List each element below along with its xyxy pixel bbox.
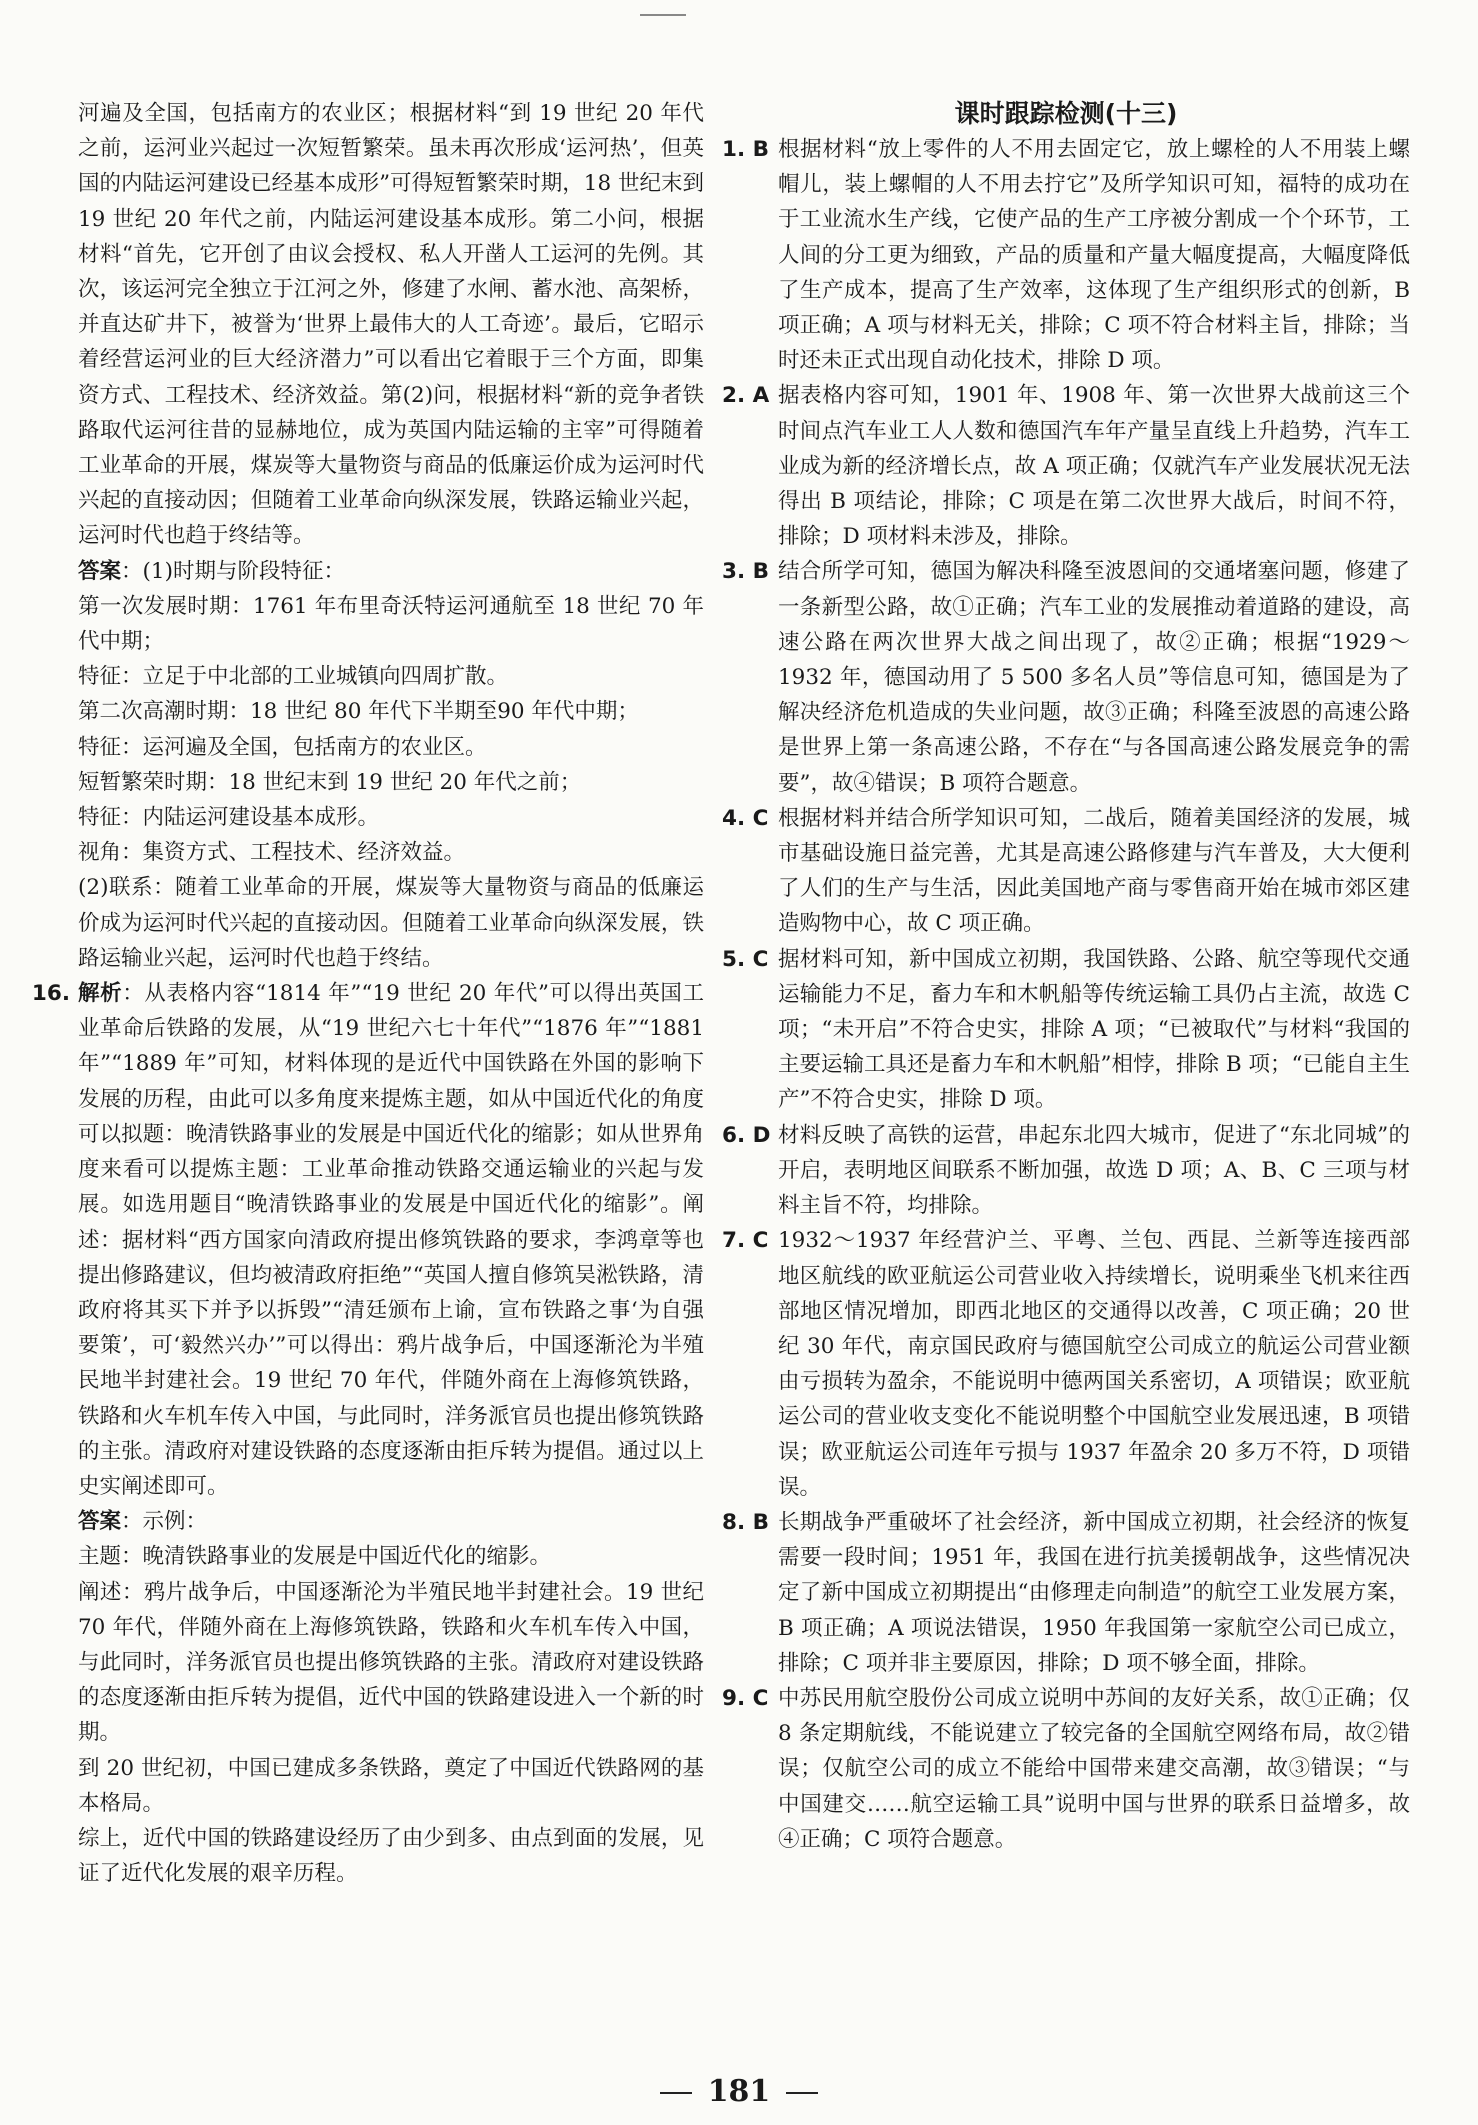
left-column — [31, 96, 704, 1891]
question-7 — [722, 1223, 1410, 1505]
question-text: 据表格内容可知，1901 年、1908 年、第一次世界大战前这三个时间点汽车业工人人数和德国汽车年产量呈直线上升趋势，汽车工业成为新的经济增长点，故 A 项正确；仅就汽车产业发展状况无法得出 B 项结论，排除；C 项是在第二次世界大战后，时间不符，排除；D 项材料未涉及，排除。 — [778, 383, 1410, 550]
answer-line: 第二次高潮时期：18 世纪 80 年代下半期至90 年代中期； — [78, 699, 639, 725]
question-number: 9. C — [722, 1685, 769, 1711]
question-text: 据材料可知，新中国成立初期，我国铁路、公路、航空等现代交通运输能力不足，畜力车和木帆船等传统运输工具仍占主流，故选 C 项；“未开启”不符合史实，排除 A 项；“已被取代”与材料“我国的主要运输工具还是畜力车和木帆船”相悖，排除 B 项；“已能自主生产”不符合史实，排除 D 项。 — [778, 946, 1410, 1113]
answer-line: 视角：集资方式、工程技术、经济效益。 — [78, 840, 466, 866]
footer-dash-right — [786, 2092, 818, 2094]
question-text: 根据材料并结合所学知识可知，二战后，随着美国经济的发展，城市基础设施日益完善，尤其是高速公路修建与汽车普及，大大便利了人们的生产与生活，因此美国地产商与零售商开始在城市郊区建造购物中心，故 C 项正确。 — [778, 805, 1410, 937]
answer-block-15 — [78, 554, 704, 589]
question-16-analysis — [78, 976, 704, 1504]
question-8 — [722, 1505, 1410, 1681]
question-1 — [722, 132, 1410, 378]
question-text: 结合所学可知，德国为解决科隆至波恩间的交通堵塞问题，修建了一条新型公路，故①正确；汽车工业的发展推动着道路的建设，高速公路在两次世界大战之间出现了，故②正确；根据“1929～1932 年，德国动用了 5 500 多名人员”等信息可知，德国是为了解决经济危机造成的失业问题，故③正确；科隆至波恩的高速公路是世界上第一条高速公路，不存在“与各国高速公路发展竞争的需要”，故④错误；B 项符合题意。 — [778, 559, 1410, 796]
answer-line: 第一次发展时期：1761 年布里奇沃特运河通航至 18 世纪 70 年代中期； — [78, 593, 704, 655]
right-column — [722, 96, 1410, 1857]
question-2 — [722, 378, 1410, 554]
answer-block-16 — [78, 1504, 704, 1539]
continued-analysis-paragraph: 河遍及全国，包括南方的农业区；根据材料“到 19 世纪 20 年代之前，运河业兴起过一次短暂繁荣。虽未再次形成‘运河热’，但英国的内陆运河建设已经基本成形”可得短暂繁荣时期，18 世纪末到 19 世纪 20 年代之前，内陆运河建设基本成形。第二小问，根据材料“首先，它开创了由议会授权、私人开凿人工运河的先例。其次，该运河完全独立于江河之外，修建了水闸、蓄水池、高架桥，并直达矿井下，被誉为‘世界上最伟大的人工奇迹’。最后，它昭示着经营运河业的巨大经济潜力”可以看出它着眼于三个方面，即集资方式、工程技术、经济效益。第(2)问，根据材料“新的竞争者铁路取代运河往昔的显赫地位，成为英国内陆运输的主宰”可得随着工业革命的开展，煤炭等大量物资与商品的低廉运价成为运河时代兴起的直接动因；但随着工业革命向纵深发展，铁路运输业兴起，运河时代也趋于终结等。 — [78, 101, 704, 549]
question-16 — [31, 976, 704, 1504]
answer-line-0: ：(1)时期与阶段特征： — [121, 558, 345, 584]
question-number: 4. C — [722, 805, 769, 831]
question-5 — [722, 942, 1410, 1118]
answer-label: 答案 — [78, 1509, 122, 1535]
page-number: 181 — [707, 2074, 771, 2109]
question-text: 长期战争严重破坏了社会经济，新中国成立初期，社会经济的恢复需要一段时间；1951 年，我国在进行抗美援朝战争，这些情况决定了新中国成立初期提出“由修理走向制造”的航空工业发展方案，B 项正确；A 项说法错误，1950 年我国第一家航空公司已成立，排除；C 项并非主要原因，排除；D 项不够全面，排除。 — [778, 1509, 1410, 1676]
analysis-label: 解析 — [78, 981, 123, 1007]
answer-line: 短暂繁荣时期：18 世纪末到 19 世纪 20 年代之前； — [78, 769, 582, 795]
answer-line: 特征：运河遍及全国，包括南方的农业区。 — [78, 734, 487, 760]
question-4 — [722, 801, 1410, 942]
answer-line: (2)联系：随着工业革命的开展，煤炭等大量物资与商品的低廉运价成为运河时代兴起的直接动因。但随着工业革命向纵深发展，铁路运输业兴起，运河时代也趋于终结。 — [78, 875, 704, 971]
question-number: 8. B — [722, 1509, 769, 1535]
footer-dash-left — [660, 2092, 692, 2094]
question-number: 3. B — [722, 559, 769, 585]
question-number: 16. — [31, 981, 70, 1007]
section-heading: 课时跟踪检测(十三) — [954, 99, 1178, 128]
question-text: 1932～1937 年经营沪兰、平粤、兰包、西昆、兰新等连接西部地区航线的欧亚航运公司营业收入持续增长，说明乘坐飞机来往西部地区情况增加，即西北地区的交通得以改善，C 项正确；20 世纪 30 年代，南京国民政府与德国航空公司成立的航运公司营业额由亏损转为盈余，不能说明中德两国关系密切，A 项错误；欧亚航运公司的营业收支变化不能说明整个中国航空业发展迅速，B 项错误；欧亚航运公司连年亏损与 1937 年盈余 20 多万不符，D 项错误。 — [778, 1228, 1410, 1500]
answer-line-0: ：示例： — [121, 1509, 208, 1535]
page-footer — [0, 2074, 1478, 2109]
question-number: 1. B — [722, 137, 769, 162]
answer-line: 特征：内陆运河建设基本成形。 — [78, 805, 380, 831]
analysis-text: ：从表格内容“1814 年”“19 世纪 20 年代”可以得出英国工业革命后铁路的发展，从“19 世纪六七十年代”“1876 年”“1881 年”“1889 年”可知，材料体现的是近代中国铁路在外国的影响下发展的历程，由此可以多角度来提炼主题，如从中国近代化的角度可以拟题：晚清铁路事业的发展是中国近代化的缩影；如从世界角度来看可以提炼主题：工业革命推动铁路交通运输业的兴起与发展。如选用题目“晚清铁路事业的发展是中国近代化的缩影”。阐述：据材料“西方国家向清政府提出修筑铁路的要求，李鸿章等也提出修路建议，但均被清政府拒绝”“英国人擅自修筑吴淞铁路，清政府将其买下并予以拆毁”“清廷颁布上谕，宣布铁路之事‘为自强要策’，可‘毅然兴办’”可以得出：鸦片战争后，中国逐渐沦为半殖民地半封建社会。19 世纪 70 年代，伴随外商在上海修筑铁路，铁路和火车机车传入中国，与此同时，洋务派官员也提出修筑铁路的主张。清政府对建设铁路的态度逐渐由拒斥转为提倡。通过以上史实阐述即可。 — [78, 981, 704, 1499]
question-3 — [722, 554, 1410, 800]
answer-label: 答案 — [78, 558, 122, 584]
question-number: 2. A — [722, 383, 770, 409]
question-9 — [722, 1681, 1410, 1857]
answer-line: 特征：立足于中北部的工业城镇向四周扩散。 — [78, 664, 509, 690]
question-number: 7. C — [722, 1228, 769, 1254]
answer-line: 综上，近代中国的铁路建设经历了由少到多、由点到面的发展，见证了近代化发展的艰辛历程。 — [78, 1825, 704, 1887]
question-6 — [722, 1118, 1410, 1224]
question-text: 根据材料“放上零件的人不用去固定它，放上螺栓的人不用装上螺帽儿，装上螺帽的人不用去拧它”及所学知识可知，福特的成功在于工业流水生产线，它使产品的生产工序被分割成一个个环节，工人间的分工更为细致，产品的质量和产量大幅度提高，大幅度降低了生产成本，提高了生产效率，这体现了生产组织形式的创新，B 项正确；A 项与材料无关，排除；C 项不符合材料主旨，排除；当时还未正式出现自动化技术，排除 D 项。 — [778, 137, 1410, 374]
question-number: 6. D — [722, 1122, 771, 1148]
answer-line: 主题：晚清铁路事业的发展是中国近代化的缩影。 — [78, 1544, 552, 1570]
answer-line: 阐述：鸦片战争后，中国逐渐沦为半殖民地半封建社会。19 世纪 70 年代，伴随外商在上海修筑铁路，铁路和火车机车传入中国，与此同时，洋务派官员也提出修筑铁路的主张。清政府对建设铁路的态度逐渐由拒斥转为提倡，近代中国的铁路建设进入一个新的时期。 — [78, 1579, 704, 1746]
question-text: 中苏民用航空股份公司成立说明中苏间的友好关系，故①正确；仅 8 条定期航线，不能说建立了较完备的全国航空网络布局，故②错误；仅航空公司的成立不能给中国带来建交高潮，故③错误；“与中国建交……航空运输工具”说明中国与世界的联系日益增多，故④正确；C 项符合题意。 — [778, 1685, 1410, 1852]
answer-line: 到 20 世纪初，中国已建成多条铁路，奠定了中国近代铁路网的基本格局。 — [78, 1755, 704, 1816]
question-text: 材料反映了高铁的运营，串起东北四大城市，促进了“东北同城”的开启，表明地区间联系不断加强，故选 D 项；A、B、C 三项与材料主旨不符，均排除。 — [778, 1122, 1410, 1219]
top-divider — [640, 14, 686, 16]
question-number: 5. C — [722, 946, 769, 972]
